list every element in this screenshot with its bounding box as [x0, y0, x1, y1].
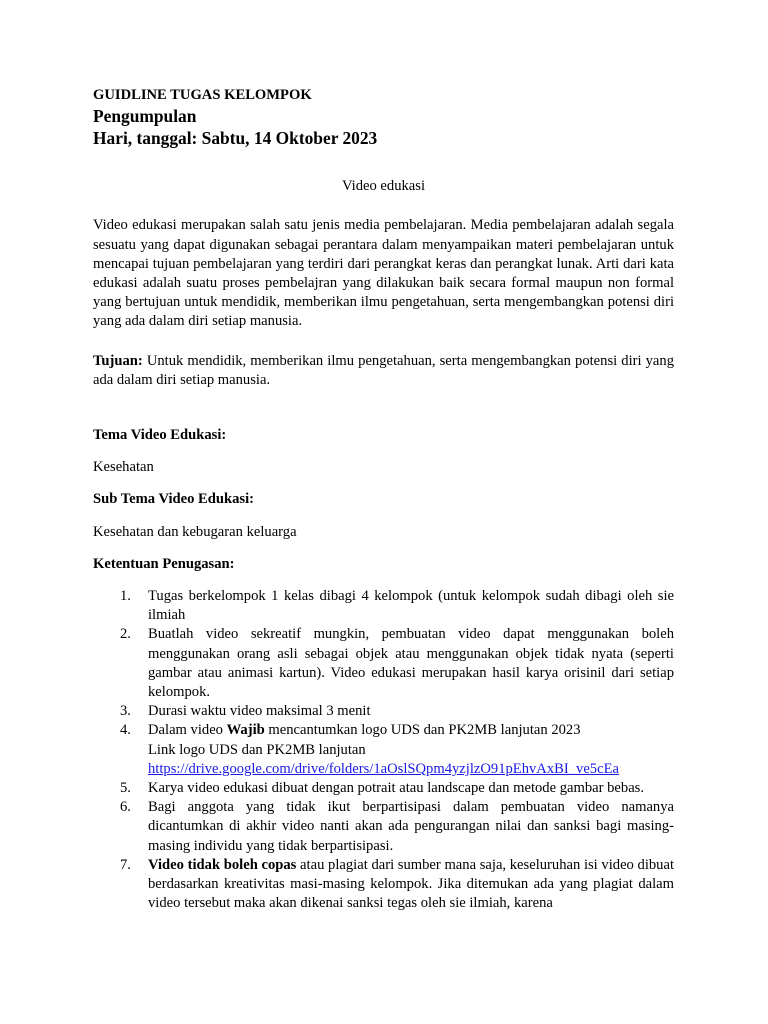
list-item-text: Tugas berkelompok 1 kelas dibagi 4 kelompok (untuk kelompok sudah dibagi oleh sie ilmiah [148, 588, 674, 624]
list-item-number: 3. [120, 703, 131, 720]
list-item [93, 625, 674, 702]
tema-value: Kesehatan [93, 459, 154, 476]
sub-tema-value: Kesehatan dan kebugaran keluarga [93, 523, 297, 540]
list-item [93, 721, 674, 779]
list-item-text-post: atau plagiat dari sumber mana saja, keseluruhan isi video dibuat berdasarkan kreativitas masi-masing kelompok. Jika ditemukan ada yang plagiat dalam video tersebut maka akan dikenai sanksi tegas oleh sie ilmiah, karena [148, 856, 675, 912]
list-item-number: 7. [120, 856, 131, 873]
list-item-number: 4. [120, 722, 131, 739]
list-item [93, 798, 674, 856]
list-item [93, 779, 674, 798]
drive-link[interactable]: https://drive.google.com/drive/folders/1aOslSQpm4yzjlzO91pEhvAxBI_ve5cEa [148, 760, 619, 777]
section-title: Video edukasi [341, 178, 426, 195]
intro-paragraph: Video edukasi merupakan salah satu jenis media pembelajaran. Media pembelajaran adalah segala sesuatu yang dapat digunakan sebagai perantara dalam menyampaikan materi pembelajaran untuk mencapai tujuan pembelajaran yang terdiri dari perangkat keras dan perangkat lunak. Arti dari kata edukasi adalah suatu proses pembelajran yang dilakukan baik secara formal maupun non formal yang bertujuan untuk mendidik, memberikan ilmu pengetahuan, serta mengembangkan potensi diri yang ada dalam diri setiap manusia. [93, 217, 674, 330]
list-item-text-bold: Wajib [226, 722, 265, 739]
tujuan-text: Untuk mendidik, memberikan ilmu pengetahuan, serta mengembangkan potensi diri yang ada dalam diri setiap manusia. [93, 352, 674, 388]
list-item [93, 856, 674, 914]
tema-label: Tema Video Edukasi: [93, 427, 227, 444]
list-item-text-bold: Video tidak boleh copas [148, 856, 297, 873]
list-item-number: 2. [120, 626, 131, 643]
list-item-number: 5. [120, 780, 131, 797]
list-item-number: 6. [120, 799, 131, 816]
ketentuan-label: Ketentuan Penugasan: [93, 555, 235, 572]
list-item-text: Durasi waktu video maksimal 3 menit [148, 703, 371, 720]
date-line: Hari, tanggal: Sabtu, 14 Oktober 2023 [93, 128, 378, 149]
document-content [93, 86, 674, 914]
tujuan-label: Tujuan: [93, 352, 143, 369]
list-item-text: Bagi anggota yang tidak ikut berpartisipasi dalam pembuatan video namanya dicantumkan di akhir video nanti akan ada pengurangan nilai dan sanksi bagi masing-masing individu yang tidak berpartisipasi. [148, 799, 674, 854]
list-item-text: Buatlah video sekreatif mungkin, pembuatan video dapat menggunakan boleh menggunakan orang asli sebagai objek atau menggunakan objek tidak nyata (seperti gambar atau animasi kartun). Video edukasi merupakan hasil karya orisinil dari setiap kelompok. [148, 626, 674, 701]
link-caption: Link logo UDS dan PK2MB lanjutan [148, 741, 366, 758]
ketentuan-list [93, 587, 674, 913]
document-title: GUIDLINE TUGAS KELOMPOK [93, 87, 312, 103]
list-item-number: 1. [120, 588, 131, 605]
sub-tema-label: Sub Tema Video Edukasi: [93, 491, 255, 508]
list-item-text-post: mencantumkan logo UDS dan PK2MB lanjutan 2023 [264, 722, 581, 739]
list-item [93, 587, 674, 625]
document-subtitle: Pengumpulan [93, 106, 197, 127]
tujuan-paragraph [93, 352, 674, 390]
list-item-text-pre: Dalam video [148, 722, 227, 739]
list-item [93, 702, 674, 721]
list-item-text: Karya video edukasi dibuat dengan potrait atau landscape dan metode gambar bebas. [148, 780, 645, 797]
